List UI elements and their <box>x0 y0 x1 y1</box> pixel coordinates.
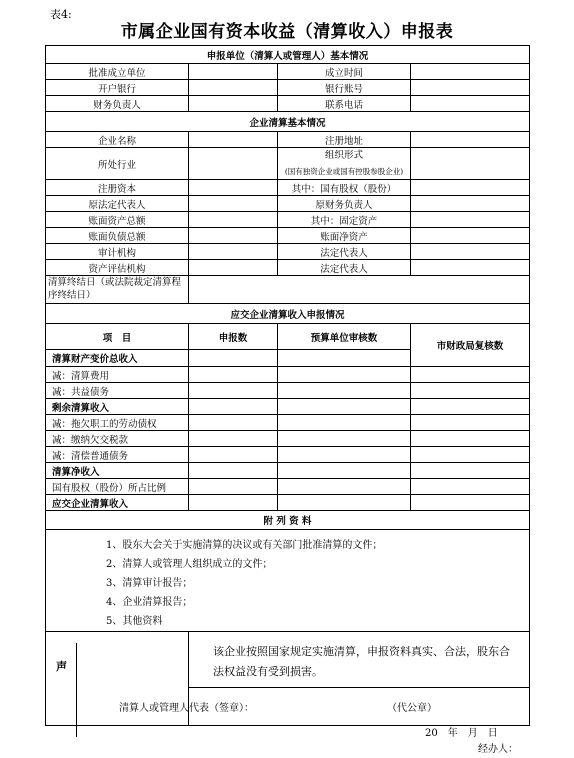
table-row <box>46 132 530 148</box>
field-value[interactable] <box>411 228 530 244</box>
table-row <box>46 64 530 80</box>
review-cell[interactable] <box>411 399 530 415</box>
section-header-income: 应交企业清算收入申报情况 <box>46 304 530 324</box>
field-label: 账面资产总额 <box>46 212 189 228</box>
table-row <box>46 367 530 383</box>
field-label: 法定代表人 <box>278 244 411 260</box>
table-row <box>46 228 530 244</box>
table-row <box>46 180 530 196</box>
sheet-number: 表4: <box>50 8 72 21</box>
audit-cell[interactable] <box>278 495 411 511</box>
audit-cell[interactable] <box>278 383 411 399</box>
item-label: 应交企业清算收入 <box>46 495 189 511</box>
field-value[interactable] <box>189 180 278 196</box>
field-value[interactable] <box>189 148 278 180</box>
field-label: 成立时间 <box>278 64 411 80</box>
field-value[interactable] <box>189 228 278 244</box>
field-value[interactable] <box>411 180 530 196</box>
declaration-form <box>45 45 530 726</box>
field-value[interactable] <box>411 96 530 112</box>
field-label: 企业名称 <box>46 132 189 148</box>
field-label: 审计机构 <box>46 244 189 260</box>
field-value[interactable] <box>411 260 530 276</box>
declared-cell[interactable] <box>189 447 278 463</box>
field-value[interactable] <box>189 196 278 212</box>
audit-cell[interactable] <box>278 463 411 479</box>
field-value[interactable] <box>411 212 530 228</box>
field-label: 所处行业 <box>46 148 189 180</box>
org-form-label: 组织形式 <box>324 150 363 162</box>
handler-label: 经办人： <box>478 744 518 755</box>
attachment-item: 1、股东大会关于实施清算的决议或有关部门批准清算的文件； <box>106 540 383 551</box>
field-label: 财务负责人 <box>46 96 189 112</box>
field-value[interactable] <box>411 148 530 180</box>
item-label: 减：共益债务 <box>46 383 189 399</box>
field-value[interactable] <box>189 132 278 148</box>
field-label: 开户银行 <box>46 80 189 96</box>
table-row <box>46 148 530 180</box>
declared-cell[interactable] <box>189 383 278 399</box>
table-row <box>46 463 530 479</box>
table-row <box>46 196 530 212</box>
signer-label: 清算人或管理人代表（签章）： <box>119 703 254 714</box>
table-row <box>46 399 530 415</box>
audit-cell[interactable] <box>278 399 411 415</box>
item-label: 国有股权（股份）所占比例 <box>46 479 189 495</box>
field-value[interactable] <box>189 260 278 276</box>
field-value[interactable] <box>189 212 278 228</box>
field-value[interactable] <box>189 96 278 112</box>
seal-label: （代公章） <box>387 703 438 714</box>
field-label: 联系电话 <box>278 96 411 112</box>
item-label: 减：拖欠职工的劳动债权 <box>46 415 189 431</box>
field-label: 账面净资产 <box>278 228 411 244</box>
column-header-declared: 申报数 <box>189 324 278 350</box>
declared-cell[interactable] <box>189 463 278 479</box>
field-label: 银行账号 <box>278 80 411 96</box>
item-label: 减：清偿普通债务 <box>46 447 189 463</box>
item-label: 清算财产变价总收入 <box>46 350 189 367</box>
field-label: 注册资本 <box>46 180 189 196</box>
field-label: 其中：固定资产 <box>278 212 411 228</box>
field-value[interactable] <box>411 196 530 212</box>
review-cell[interactable] <box>411 431 530 447</box>
declaration-divider <box>76 643 77 737</box>
attachment-item: 5、其他资料 <box>106 616 163 627</box>
table-row <box>46 447 530 463</box>
table-row <box>46 260 530 276</box>
field-value[interactable] <box>189 80 278 96</box>
section-header-liquidation: 企业清算基本情况 <box>46 112 530 132</box>
signature-cell <box>119 688 530 726</box>
table-row <box>46 479 530 495</box>
attachment-item: 3、清算审计报告； <box>106 578 193 589</box>
declaration-date: 20 年 月 日 <box>425 728 498 739</box>
field-value[interactable] <box>411 244 530 260</box>
section-header-attachments: 附 列 资 料 <box>46 511 530 530</box>
audit-cell[interactable] <box>278 367 411 383</box>
declared-cell[interactable] <box>189 479 278 495</box>
section-header-applicant: 申报单位（清算人或管理人）基本情况 <box>46 46 530 64</box>
attachment-item: 2、清算人或管理人组织成立的文件； <box>106 559 273 570</box>
review-cell[interactable] <box>411 367 530 383</box>
field-value[interactable] <box>411 64 530 80</box>
field-label: 注册地址 <box>278 132 411 148</box>
declared-cell[interactable] <box>189 399 278 415</box>
declared-cell[interactable] <box>189 367 278 383</box>
table-row <box>46 431 530 447</box>
field-value[interactable] <box>411 80 530 96</box>
table-row <box>46 415 530 431</box>
field-value[interactable] <box>189 64 278 80</box>
review-cell[interactable] <box>411 479 530 495</box>
declared-cell[interactable] <box>189 350 278 367</box>
column-header-review: 市财政局复核数 <box>411 324 530 367</box>
audit-cell[interactable] <box>278 431 411 447</box>
field-label: 资产评估机构 <box>46 260 189 276</box>
field-label-org-form <box>278 148 411 180</box>
column-header-audit: 预算单位审核数 <box>278 324 411 350</box>
attachment-list <box>46 530 530 632</box>
table-row <box>46 495 530 511</box>
declared-cell[interactable] <box>189 415 278 431</box>
field-label: 账面负债总额 <box>46 228 189 244</box>
table-row <box>46 96 530 112</box>
table-header-row <box>46 324 530 350</box>
item-label: 减：清算费用 <box>46 367 189 383</box>
review-cell[interactable] <box>411 447 530 463</box>
table-row <box>46 212 530 228</box>
table-row <box>46 383 530 399</box>
declared-cell[interactable] <box>189 431 278 447</box>
declared-cell[interactable] <box>189 495 278 511</box>
field-label-end-date: 清算终结日（或法院裁定清算程序终结日） <box>46 276 189 304</box>
field-label: 批准成立单位 <box>46 64 189 80</box>
item-label: 清算净收入 <box>46 463 189 479</box>
table-row <box>46 244 530 260</box>
column-header-item: 项 目 <box>46 324 189 350</box>
review-cell[interactable] <box>411 415 530 431</box>
audit-cell[interactable] <box>278 479 411 495</box>
item-label: 剩余清算收入 <box>46 399 189 415</box>
table-row <box>46 276 530 304</box>
attachment-item: 4、企业清算报告； <box>106 597 193 608</box>
form-title: 市属企业国有资本收益（清算收入）申报表 <box>120 22 454 42</box>
field-value[interactable] <box>189 244 278 260</box>
field-label: 其中：国有股权（股份） <box>278 180 411 196</box>
table-row <box>46 80 530 96</box>
declaration-text: 该企业按照国家规定实施清算，申报资料真实、合法，股东合法权益没有受到损害。 <box>189 632 530 688</box>
review-cell[interactable] <box>411 383 530 399</box>
review-cell[interactable] <box>411 495 530 511</box>
field-value[interactable] <box>189 276 530 304</box>
field-label: 原法定代表人 <box>46 196 189 212</box>
field-label: 法定代表人 <box>278 260 411 276</box>
field-label: 原财务负责人 <box>278 196 411 212</box>
review-cell[interactable] <box>411 463 530 479</box>
audit-cell[interactable] <box>278 350 411 367</box>
item-label: 减：缴纳欠交税款 <box>46 431 189 447</box>
audit-cell[interactable] <box>278 415 411 431</box>
org-form-note: (国有独资企业或国有控股参股企业) <box>284 166 404 176</box>
field-value[interactable] <box>411 132 530 148</box>
audit-cell[interactable] <box>278 447 411 463</box>
declaration-label-top-overlay: 声 <box>56 660 67 673</box>
